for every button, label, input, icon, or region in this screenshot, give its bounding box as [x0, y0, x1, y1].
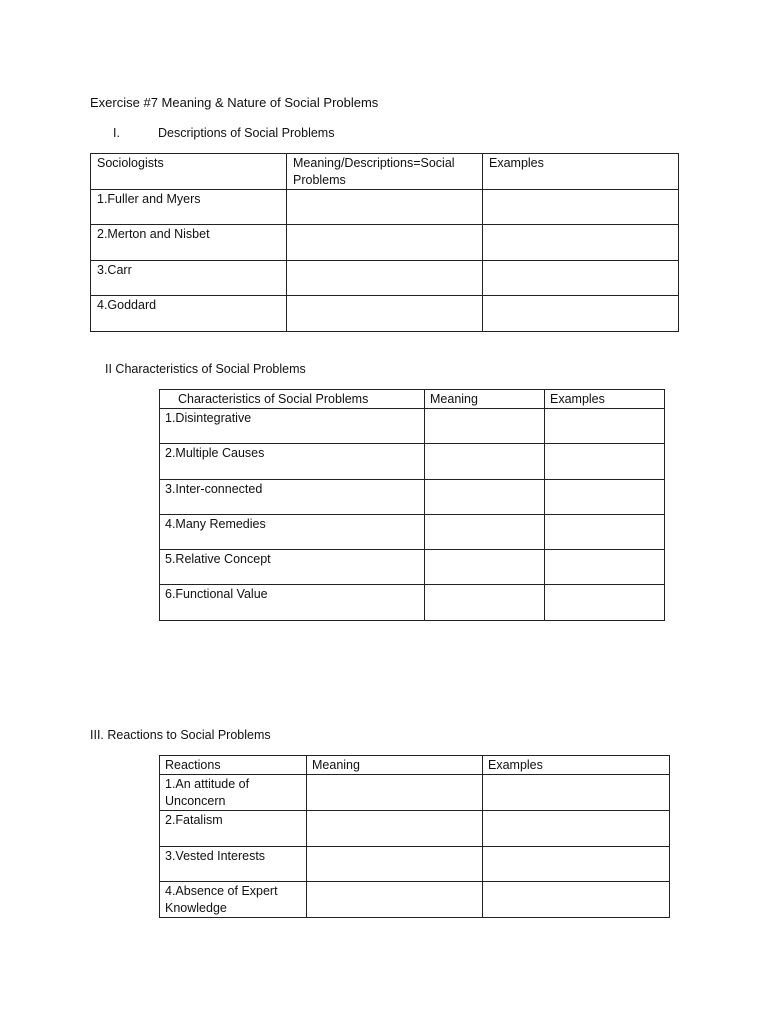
meaning-cell[interactable]	[287, 190, 483, 225]
meaning-cell[interactable]	[307, 775, 483, 811]
section-3-heading: III. Reactions to Social Problems	[90, 728, 271, 742]
table-row	[160, 409, 665, 444]
meaning-cell[interactable]	[287, 296, 483, 331]
meaning-cell[interactable]	[425, 514, 545, 549]
examples-cell[interactable]	[483, 846, 670, 882]
table-row	[91, 190, 679, 225]
table-header-row	[160, 756, 670, 775]
examples-cell[interactable]	[483, 775, 670, 811]
row-label: 2.Fatalism	[160, 811, 307, 847]
table-header-row	[160, 390, 665, 409]
table-row	[160, 479, 665, 514]
table-row	[91, 260, 679, 295]
examples-cell[interactable]	[483, 190, 679, 225]
page-title: Exercise #7 Meaning & Nature of Social Problems	[90, 95, 379, 110]
meaning-cell[interactable]	[425, 444, 545, 479]
row-label: 1.An attitude of Unconcern	[160, 775, 307, 811]
examples-cell[interactable]	[545, 479, 665, 514]
header-cell: Meaning/Descriptions=Social Problems	[287, 154, 483, 190]
header-cell: Examples	[483, 756, 670, 775]
header-cell: Sociologists	[91, 154, 287, 190]
row-label: 1.Disintegrative	[160, 409, 425, 444]
row-label: 2.Merton and Nisbet	[91, 225, 287, 260]
row-label: 3.Inter-connected	[160, 479, 425, 514]
section-2-heading: II Characteristics of Social Problems	[105, 362, 306, 376]
meaning-cell[interactable]	[287, 225, 483, 260]
table-row	[160, 550, 665, 585]
examples-cell[interactable]	[545, 585, 665, 620]
row-label: 1.Fuller and Myers	[91, 190, 287, 225]
row-label: 2.Multiple Causes	[160, 444, 425, 479]
header-cell: Reactions	[160, 756, 307, 775]
meaning-cell[interactable]	[425, 585, 545, 620]
header-cell: Examples	[483, 154, 679, 190]
examples-cell[interactable]	[545, 409, 665, 444]
section-1-number: I.	[113, 126, 120, 140]
row-label: 3.Vested Interests	[160, 846, 307, 882]
meaning-cell[interactable]	[425, 550, 545, 585]
section-1-label: Descriptions of Social Problems	[158, 126, 335, 140]
sociologists-table	[90, 153, 679, 332]
table-row	[160, 811, 670, 847]
examples-cell[interactable]	[483, 296, 679, 331]
examples-cell[interactable]	[483, 811, 670, 847]
meaning-cell[interactable]	[307, 882, 483, 918]
table-row	[91, 296, 679, 331]
header-cell: Characteristics of Social Problems	[160, 390, 425, 409]
examples-cell[interactable]	[483, 260, 679, 295]
row-label: 3.Carr	[91, 260, 287, 295]
meaning-cell[interactable]	[425, 479, 545, 514]
header-cell: Meaning	[307, 756, 483, 775]
meaning-cell[interactable]	[307, 846, 483, 882]
row-label: 6.Functional Value	[160, 585, 425, 620]
table-row	[160, 882, 670, 918]
examples-cell[interactable]	[545, 444, 665, 479]
row-label: 4.Absence of Expert Knowledge	[160, 882, 307, 918]
row-label: 5.Relative Concept	[160, 550, 425, 585]
table-header-row	[91, 154, 679, 190]
examples-cell[interactable]	[545, 550, 665, 585]
table-row	[160, 585, 665, 620]
row-label: 4.Many Remedies	[160, 514, 425, 549]
meaning-cell[interactable]	[307, 811, 483, 847]
row-label: 4.Goddard	[91, 296, 287, 331]
meaning-cell[interactable]	[425, 409, 545, 444]
meaning-cell[interactable]	[287, 260, 483, 295]
table-row	[160, 514, 665, 549]
examples-cell[interactable]	[545, 514, 665, 549]
examples-cell[interactable]	[483, 882, 670, 918]
examples-cell[interactable]	[483, 225, 679, 260]
table-row	[160, 775, 670, 811]
section-1-heading	[0, 125, 768, 141]
table-row	[160, 444, 665, 479]
table-row	[160, 846, 670, 882]
header-cell: Meaning	[425, 390, 545, 409]
characteristics-table	[159, 389, 665, 621]
reactions-table	[159, 755, 670, 918]
header-cell: Examples	[545, 390, 665, 409]
table-row	[91, 225, 679, 260]
